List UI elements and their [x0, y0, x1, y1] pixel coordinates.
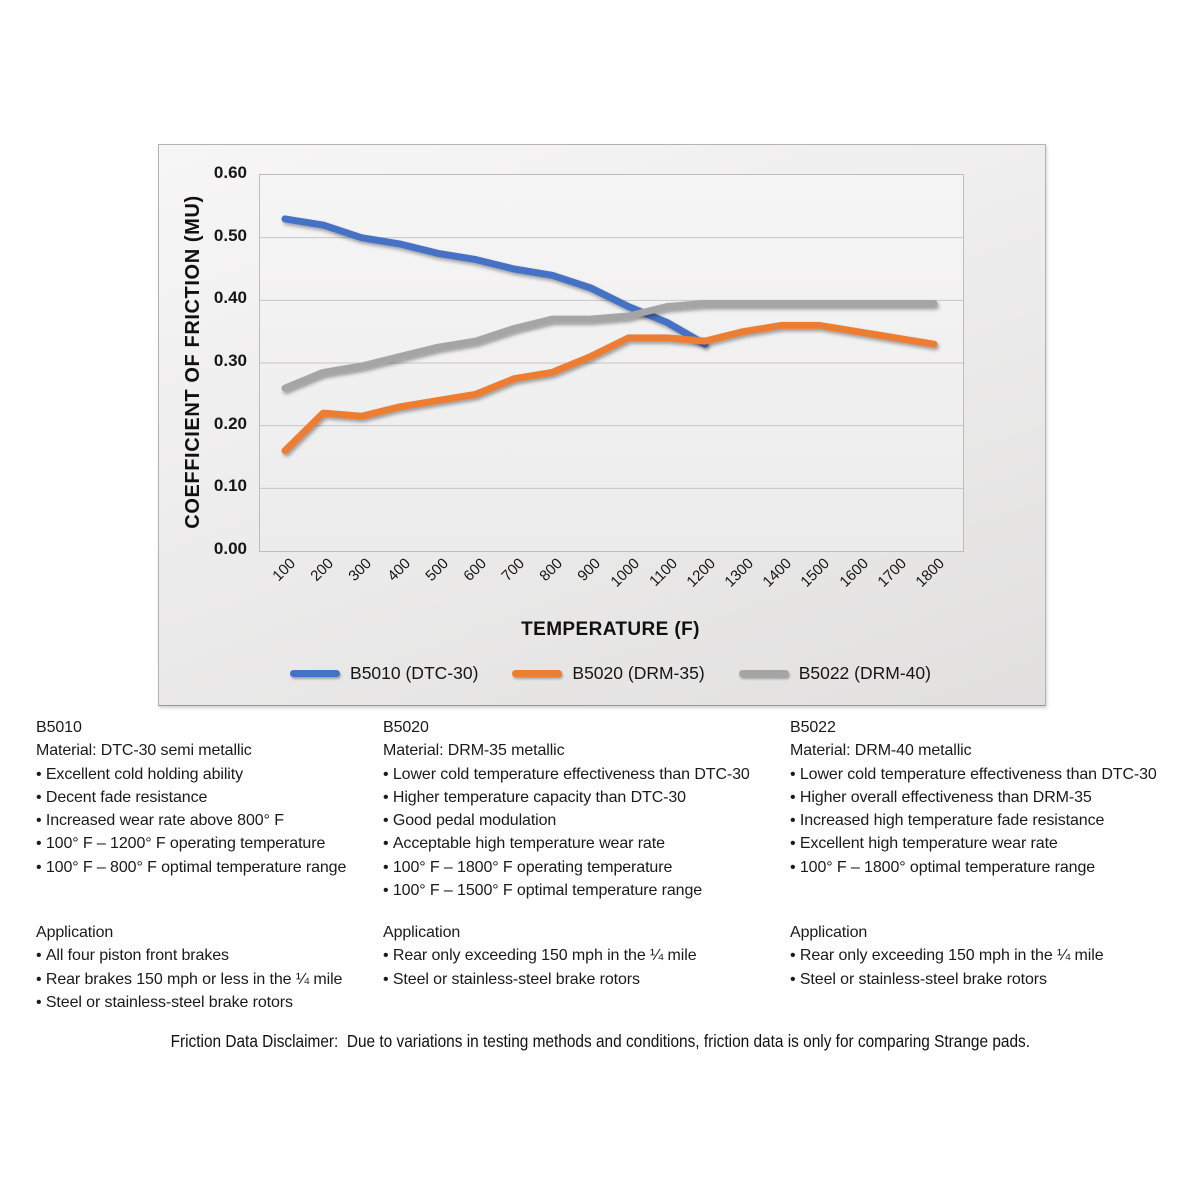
- bullet-item: • Decent fade resistance: [36, 786, 346, 809]
- y-tick-label: 0.50: [213, 225, 247, 245]
- bullet-item: • Acceptable high temperature wear rate: [383, 832, 750, 855]
- x-tick-label: 1700: [874, 555, 910, 591]
- series-line-b5020: [285, 325, 934, 450]
- bullet-item: • Excellent cold holding ability: [36, 763, 346, 786]
- legend-label: B5022 (DRM-40): [798, 662, 931, 683]
- feature-list: [36, 763, 346, 879]
- material-line: Material: DRM-40 metallic: [790, 742, 972, 760]
- application-title: Application: [790, 924, 868, 941]
- y-axis-title: COEFFICIENT OF FRICTION (MU): [182, 195, 204, 529]
- legend-swatch-blue: [290, 670, 340, 677]
- application-column-b5010: [36, 921, 342, 1014]
- spec-column-b5020: [383, 716, 750, 902]
- legend-item-b5022: [739, 663, 931, 684]
- bullet-item: • 100° F – 1800° optimal temperature range: [790, 856, 1157, 879]
- line-chart: [260, 175, 963, 551]
- legend-item-b5020: [512, 663, 704, 684]
- bullet-item: • Higher temperature capacity than DTC-30: [383, 786, 750, 809]
- y-tick-label: 0.60: [213, 163, 247, 182]
- x-tick-label: 200: [307, 555, 338, 585]
- friction-chart-panel: [158, 144, 1046, 706]
- x-tick-label: 800: [536, 555, 567, 585]
- bullet-item: • 100° F – 1200° F operating temperature: [36, 832, 346, 855]
- x-tick-label: 1600: [836, 555, 872, 591]
- bullet-item: • Rear only exceeding 150 mph in the ¼ mile: [790, 944, 1104, 967]
- bullet-item: • Excellent high temperature wear rate: [790, 832, 1157, 855]
- product-code: B5010: [36, 719, 82, 736]
- x-tick-label: 600: [460, 555, 490, 585]
- bullet-item: • Lower cold temperature effectiveness than DTC-30: [383, 763, 750, 786]
- bullet-item: • Good pedal modulation: [383, 809, 750, 832]
- bullet-item: • Steel or stainless-steel brake rotors: [790, 968, 1104, 991]
- legend-label: B5020 (DRM-35): [572, 662, 705, 683]
- feature-list: [383, 763, 750, 903]
- x-tick-label: 400: [383, 555, 414, 585]
- bullet-item: • Steel or stainless-steel brake rotors: [36, 991, 342, 1014]
- x-tick-label: 100: [269, 555, 300, 585]
- bullet-item: • 100° F – 1500° F optimal temperature range: [383, 879, 750, 902]
- x-tick-label: 1000: [606, 555, 643, 591]
- application-list: [790, 944, 1104, 991]
- x-tick-label: 900: [574, 555, 605, 585]
- material-line: Material: DRM-35 metallic: [383, 742, 565, 760]
- x-axis-title: TEMPERATURE (F): [521, 619, 700, 640]
- legend-swatch-orange: [512, 670, 562, 677]
- chart-legend: [259, 655, 962, 691]
- bullet-item: • Rear only exceeding 150 mph in the ¼ mile: [383, 944, 697, 967]
- legend-swatch-gray: [739, 670, 789, 677]
- y-tick-label: 0.40: [213, 288, 247, 308]
- y-tick-label: 0.20: [213, 413, 247, 433]
- x-tick-label: 1200: [683, 555, 719, 591]
- material-line: Material: DTC-30 semi metallic: [36, 742, 252, 760]
- plot-area: [259, 174, 964, 552]
- disclaimer-text: Friction Data Disclaimer: Due to variations in testing methods and conditions, friction data is only for comparing Strange pads.: [170, 1031, 1030, 1051]
- y-tick-label: 0.00: [213, 539, 247, 558]
- bullet-item: • 100° F – 800° F optimal temperature range: [36, 856, 346, 879]
- bullet-item: • Rear brakes 150 mph or less in the ¼ mile: [36, 968, 342, 991]
- x-tick-label: 1300: [721, 555, 758, 591]
- x-tick-label: 1500: [797, 555, 834, 591]
- product-code: B5020: [383, 719, 429, 736]
- spec-column-b5022: [790, 716, 1157, 879]
- application-list: [383, 944, 697, 991]
- friction-data-disclaimer: [0, 1031, 1200, 1052]
- product-code: B5022: [790, 719, 836, 736]
- bullet-item: • Lower cold temperature effectiveness than DTC-30: [790, 763, 1157, 786]
- application-title: Application: [36, 924, 114, 941]
- series-lines: [285, 219, 934, 451]
- x-tick-label: 1100: [645, 555, 681, 590]
- bullet-item: • Increased high temperature fade resistance: [790, 809, 1157, 832]
- y-tick-label: 0.30: [213, 351, 247, 370]
- bullet-item: • Higher overall effectiveness than DRM-35: [790, 786, 1157, 809]
- legend-item-b5010: [290, 663, 478, 684]
- spec-column-b5010: [36, 716, 346, 879]
- x-tick-label: 1400: [759, 555, 796, 591]
- x-tick-label: 700: [498, 555, 529, 585]
- bullet-item: • All four piston front brakes: [36, 944, 342, 967]
- application-column-b5022: [790, 921, 1104, 991]
- x-tick-label: 1800: [912, 555, 949, 591]
- bullet-item: • Steel or stainless-steel brake rotors: [383, 968, 697, 991]
- application-list: [36, 944, 342, 1014]
- application-title: Application: [383, 924, 461, 941]
- y-tick-label: 0.10: [213, 476, 247, 496]
- application-column-b5020: [383, 921, 697, 991]
- x-tick-label: 500: [422, 555, 452, 585]
- bullet-item: • Increased wear rate above 800° F: [36, 809, 346, 832]
- feature-list: [790, 763, 1157, 879]
- x-tick-label: 300: [345, 555, 376, 585]
- legend-label: B5010 (DTC-30): [350, 662, 479, 683]
- bullet-item: • 100° F – 1800° F operating temperature: [383, 856, 750, 879]
